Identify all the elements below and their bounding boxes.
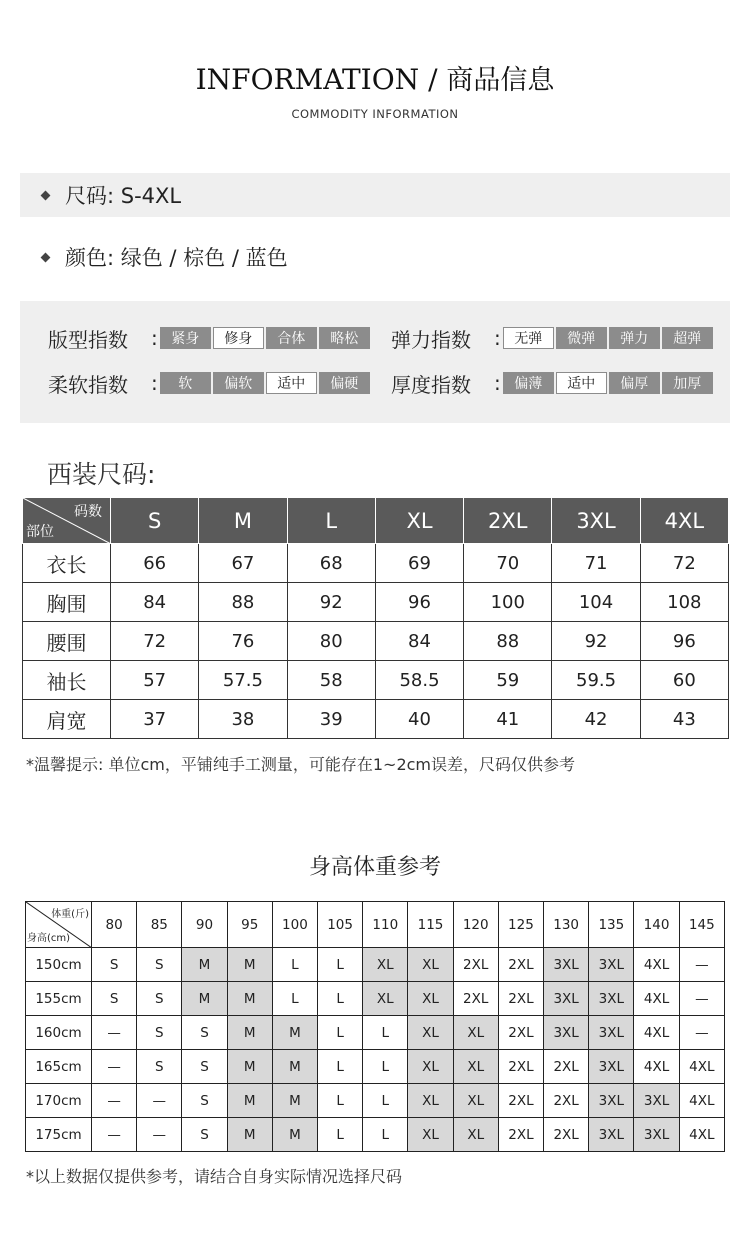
hw-weight-header: 95 — [227, 902, 272, 948]
suit-measure-cell: 37 — [111, 700, 199, 739]
hw-size-cell: S — [92, 982, 137, 1016]
hw-size-cell: S — [182, 1016, 227, 1050]
hw-size-cell: 3XL — [589, 1050, 634, 1084]
hw-size-cell: L — [363, 1016, 408, 1050]
hw-size-cell: 4XL — [634, 1050, 679, 1084]
hw-size-cell: — — [679, 948, 724, 982]
hw-size-cell: XL — [453, 1084, 498, 1118]
soft-index-label: 柔软指数 — [48, 372, 128, 397]
hw-weight-header: 105 — [318, 902, 363, 948]
page-header — [0, 58, 750, 121]
hw-table-row — [26, 1016, 725, 1050]
thick-index-label: 厚度指数 — [391, 372, 471, 397]
hw-weight-header: 120 — [453, 902, 498, 948]
hw-size-cell: M — [182, 982, 227, 1016]
suit-part-label: 腰围 — [23, 622, 111, 661]
height-weight-note: *以上数据仅提供参考，请结合自身实际情况选择尺码 — [26, 1167, 403, 1186]
hw-size-cell: XL — [363, 948, 408, 982]
suit-size-header: L — [287, 498, 375, 544]
hw-size-cell: — — [92, 1016, 137, 1050]
suit-measure-cell: 58 — [287, 661, 375, 700]
hw-size-cell: 4XL — [679, 1084, 724, 1118]
hw-table-row — [26, 1084, 725, 1118]
suit-measure-cell: 104 — [552, 583, 640, 622]
hw-size-cell: S — [182, 1084, 227, 1118]
suit-measure-cell: 76 — [199, 622, 287, 661]
suit-size-header: S — [111, 498, 199, 544]
hw-corner-top: 体重(斤) — [51, 909, 89, 920]
hw-size-cell: XL — [408, 1118, 453, 1152]
hw-size-cell: XL — [408, 982, 453, 1016]
hw-size-cell: — — [679, 1016, 724, 1050]
fit-tag: 修身 — [213, 327, 264, 349]
suit-corner-top: 码数 — [74, 504, 102, 520]
hw-size-cell: 2XL — [498, 982, 543, 1016]
hw-size-cell: 3XL — [544, 1016, 589, 1050]
hw-size-cell: L — [272, 948, 317, 982]
hw-height-label: 175cm — [26, 1118, 92, 1152]
hw-corner-cell — [26, 902, 92, 948]
hw-size-cell: — — [92, 1050, 137, 1084]
hw-size-cell: XL — [408, 1084, 453, 1118]
size-info-text: 尺码: S-4XL — [65, 184, 182, 208]
elastic-index-label: 弹力指数 — [391, 327, 471, 352]
fit-tag: 略松 — [319, 327, 370, 349]
suit-size-table — [22, 497, 729, 739]
hw-size-cell: M — [227, 948, 272, 982]
hw-size-cell: M — [272, 1016, 317, 1050]
hw-table-row — [26, 1050, 725, 1084]
page-subtitle: COMMODITY INFORMATION — [291, 107, 459, 121]
hw-size-cell: L — [318, 1118, 363, 1152]
hw-size-cell: 4XL — [634, 948, 679, 982]
suit-measure-cell: 41 — [464, 700, 552, 739]
hw-height-label: 165cm — [26, 1050, 92, 1084]
suit-measure-cell: 60 — [640, 661, 728, 700]
diamond-bullet-icon — [41, 190, 51, 200]
hw-size-cell: — — [92, 1118, 137, 1152]
suit-measure-cell: 108 — [640, 583, 728, 622]
fit-index: 版型指数 : 紧身 修身 合体 略松 — [48, 326, 370, 350]
hw-size-cell: S — [182, 1118, 227, 1152]
thick-index: 厚度指数 : 偏薄 适中 偏厚 加厚 — [391, 371, 713, 395]
hw-size-cell: 4XL — [634, 982, 679, 1016]
suit-part-label: 衣长 — [23, 544, 111, 583]
hw-size-cell: 3XL — [589, 1016, 634, 1050]
suit-table-row — [23, 544, 729, 583]
suit-measure-cell: 69 — [375, 544, 463, 583]
hw-size-cell: 2XL — [498, 1016, 543, 1050]
fit-tag: 紧身 — [160, 327, 211, 349]
hw-weight-header: 85 — [137, 902, 182, 948]
hw-size-cell: L — [318, 1084, 363, 1118]
suit-measure-cell: 72 — [111, 622, 199, 661]
hw-height-label: 160cm — [26, 1016, 92, 1050]
suit-measure-cell: 40 — [375, 700, 463, 739]
suit-size-header: 2XL — [464, 498, 552, 544]
hw-size-cell: 3XL — [634, 1118, 679, 1152]
soft-tag: 软 — [160, 372, 211, 394]
hw-size-cell: 2XL — [498, 948, 543, 982]
hw-weight-header: 145 — [679, 902, 724, 948]
hw-weight-header: 80 — [92, 902, 137, 948]
title-en: INFORMATION — [195, 63, 420, 96]
hw-size-cell: L — [363, 1084, 408, 1118]
hw-header-row — [26, 902, 725, 948]
hw-size-cell: — — [92, 1084, 137, 1118]
hw-size-cell: M — [272, 1118, 317, 1152]
suit-measure-cell: 67 — [199, 544, 287, 583]
suit-measure-cell: 57.5 — [199, 661, 287, 700]
hw-size-cell: 2XL — [544, 1050, 589, 1084]
suit-table-row — [23, 661, 729, 700]
suit-measure-cell: 84 — [375, 622, 463, 661]
suit-size-header: 4XL — [640, 498, 728, 544]
suit-measure-cell: 43 — [640, 700, 728, 739]
hw-size-cell: 2XL — [453, 982, 498, 1016]
suit-size-header: 3XL — [552, 498, 640, 544]
hw-size-cell: 3XL — [544, 948, 589, 982]
suit-measure-cell: 39 — [287, 700, 375, 739]
diamond-bullet-icon — [41, 252, 51, 262]
suit-measure-cell: 68 — [287, 544, 375, 583]
hw-size-cell: XL — [363, 982, 408, 1016]
elastic-index: 弹力指数 : 无弹 微弹 弹力 超弹 — [391, 326, 713, 350]
hw-size-cell: 2XL — [453, 948, 498, 982]
suit-part-label: 袖长 — [23, 661, 111, 700]
hw-size-cell: XL — [453, 1016, 498, 1050]
suit-measure-cell: 57 — [111, 661, 199, 700]
hw-size-cell: — — [679, 982, 724, 1016]
hw-size-cell: 4XL — [679, 1050, 724, 1084]
soft-tag: 偏硬 — [319, 372, 370, 394]
hw-size-cell: 3XL — [589, 1084, 634, 1118]
suit-size-header: M — [199, 498, 287, 544]
hw-size-cell: M — [227, 1084, 272, 1118]
hw-size-cell: XL — [408, 1050, 453, 1084]
soft-index: 柔软指数 : 软 偏软 适中 偏硬 — [48, 371, 370, 395]
hw-size-cell: S — [137, 982, 182, 1016]
suit-measure-cell: 96 — [375, 583, 463, 622]
hw-weight-header: 130 — [544, 902, 589, 948]
hw-size-cell: L — [318, 948, 363, 982]
hw-size-cell: L — [363, 1050, 408, 1084]
soft-tag: 偏软 — [213, 372, 264, 394]
hw-weight-header: 90 — [182, 902, 227, 948]
hw-size-cell: S — [92, 948, 137, 982]
hw-size-cell: 3XL — [589, 982, 634, 1016]
suit-measure-cell: 59.5 — [552, 661, 640, 700]
thick-tag: 偏厚 — [609, 372, 660, 394]
hw-height-label: 155cm — [26, 982, 92, 1016]
hw-size-cell: L — [318, 982, 363, 1016]
suit-size-title: 西装尺码: — [47, 460, 156, 489]
hw-size-cell: 2XL — [498, 1118, 543, 1152]
soft-tag: 适中 — [266, 372, 317, 394]
hw-size-cell: L — [272, 982, 317, 1016]
suit-size-header: XL — [375, 498, 463, 544]
hw-size-cell: S — [182, 1050, 227, 1084]
suit-table-row — [23, 700, 729, 739]
hw-weight-header: 135 — [589, 902, 634, 948]
thick-tag: 加厚 — [662, 372, 713, 394]
hw-height-label: 150cm — [26, 948, 92, 982]
suit-measure-cell: 100 — [464, 583, 552, 622]
hw-size-cell: 2XL — [544, 1118, 589, 1152]
hw-size-cell: XL — [453, 1118, 498, 1152]
fabric-index-panel — [20, 301, 730, 423]
hw-size-cell: 2XL — [544, 1084, 589, 1118]
hw-size-cell: 3XL — [634, 1084, 679, 1118]
hw-size-cell: M — [272, 1084, 317, 1118]
suit-part-label: 肩宽 — [23, 700, 111, 739]
height-weight-title: 身高体重参考 — [308, 855, 441, 880]
suit-part-label: 胸围 — [23, 583, 111, 622]
suit-note: *温馨提示: 单位cm，平铺纯手工测量，可能存在1~2cm误差，尺码仅供参考 — [26, 755, 576, 774]
suit-measure-cell: 92 — [552, 622, 640, 661]
color-info-row — [20, 235, 730, 279]
suit-measure-cell: 84 — [111, 583, 199, 622]
hw-size-cell: L — [318, 1016, 363, 1050]
fit-tag: 合体 — [266, 327, 317, 349]
suit-measure-cell: 72 — [640, 544, 728, 583]
size-info-row — [20, 173, 730, 217]
suit-corner-cell — [23, 498, 111, 544]
color-info-text: 颜色: 绿色 / 棕色 / 蓝色 — [65, 246, 288, 270]
hw-size-cell: L — [318, 1050, 363, 1084]
hw-table-row — [26, 1118, 725, 1152]
hw-size-cell: 3XL — [589, 948, 634, 982]
page-title — [0, 58, 750, 97]
title-separator: / — [419, 63, 447, 96]
suit-measure-cell: 96 — [640, 622, 728, 661]
suit-corner-bottom: 部位 — [26, 524, 54, 540]
hw-weight-header: 110 — [363, 902, 408, 948]
hw-size-cell: S — [137, 1050, 182, 1084]
hw-size-cell: — — [137, 1118, 182, 1152]
hw-size-cell: XL — [453, 1050, 498, 1084]
hw-size-cell: M — [227, 982, 272, 1016]
hw-size-cell: 4XL — [679, 1118, 724, 1152]
suit-measure-cell: 71 — [552, 544, 640, 583]
hw-size-cell: M — [272, 1050, 317, 1084]
hw-height-label: 170cm — [26, 1084, 92, 1118]
suit-measure-cell: 38 — [199, 700, 287, 739]
hw-weight-header: 125 — [498, 902, 543, 948]
hw-size-cell: M — [227, 1016, 272, 1050]
hw-size-cell: XL — [408, 1016, 453, 1050]
hw-size-cell: 2XL — [498, 1050, 543, 1084]
elastic-tag: 微弹 — [556, 327, 607, 349]
thick-tag: 偏薄 — [503, 372, 554, 394]
title-cn: 商品信息 — [446, 65, 555, 96]
height-weight-table — [25, 901, 725, 1152]
suit-header-row — [23, 498, 729, 544]
hw-size-cell: 2XL — [498, 1084, 543, 1118]
suit-measure-cell: 92 — [287, 583, 375, 622]
hw-weight-header: 140 — [634, 902, 679, 948]
elastic-tag: 无弹 — [503, 327, 554, 349]
hw-size-cell: XL — [408, 948, 453, 982]
hw-table-row — [26, 948, 725, 982]
suit-measure-cell: 70 — [464, 544, 552, 583]
hw-table-row — [26, 982, 725, 1016]
elastic-tag: 超弹 — [662, 327, 713, 349]
thick-tag: 适中 — [556, 372, 607, 394]
suit-measure-cell: 58.5 — [375, 661, 463, 700]
hw-size-cell: 4XL — [634, 1016, 679, 1050]
hw-size-cell: M — [182, 948, 227, 982]
hw-weight-header: 100 — [272, 902, 317, 948]
suit-measure-cell: 88 — [464, 622, 552, 661]
suit-table-row — [23, 583, 729, 622]
hw-size-cell: L — [363, 1118, 408, 1152]
hw-size-cell: — — [137, 1084, 182, 1118]
hw-size-cell: 3XL — [544, 982, 589, 1016]
hw-weight-header: 115 — [408, 902, 453, 948]
suit-table-row — [23, 622, 729, 661]
hw-size-cell: M — [227, 1050, 272, 1084]
suit-measure-cell: 59 — [464, 661, 552, 700]
elastic-tag: 弹力 — [609, 327, 660, 349]
suit-measure-cell: 42 — [552, 700, 640, 739]
suit-measure-cell: 80 — [287, 622, 375, 661]
suit-measure-cell: 88 — [199, 583, 287, 622]
hw-size-cell: M — [227, 1118, 272, 1152]
fit-index-label: 版型指数 — [48, 327, 128, 352]
hw-size-cell: 3XL — [589, 1118, 634, 1152]
hw-size-cell: S — [137, 1016, 182, 1050]
suit-measure-cell: 66 — [111, 544, 199, 583]
hw-size-cell: S — [137, 948, 182, 982]
hw-corner-bottom: 身高(cm) — [27, 933, 71, 944]
